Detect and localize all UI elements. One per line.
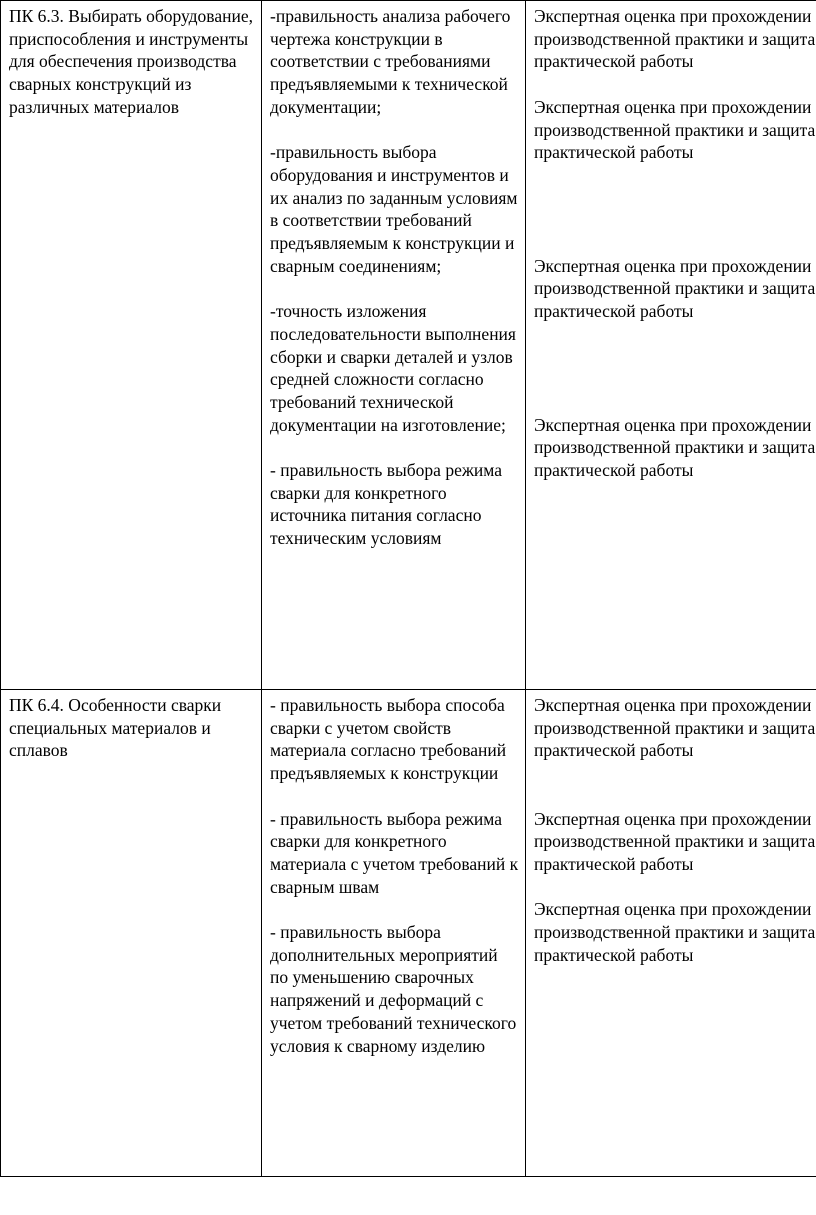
competency-text: ПК 6.4. Особенности сварки специальных материалов и сплавов [9, 695, 222, 761]
indicators-cell [262, 690, 526, 1177]
assessment-item: Экспертная оценка при прохождении производственной практики и защита практической работы [534, 414, 816, 481]
assessment-cell [526, 690, 816, 1177]
competency-cell [1, 690, 262, 1177]
assessment-item: Экспертная оценка при прохождении производственной практики и защита практической работы [534, 6, 816, 72]
indicator-item: - правильность выбора режима сварки для конкретного источника питания согласно техническим условиям [270, 460, 503, 549]
indicator-item: -правильность выбора оборудования и инструментов и их анализ по заданным условиям в соответствии требований предъявляемым к конструкции и сварным соединениям; [270, 142, 518, 276]
indicator-item: - правильность выбора режима сварки для конкретного материала с учетом требований к сварным швам [270, 808, 519, 897]
assessment-item: Экспертная оценка при прохождении производственной практики и защита практической работы [534, 695, 816, 761]
assessment-item: Экспертная оценка при прохождении производственной практики и защита практической работы [534, 808, 816, 874]
indicator-item: -точность изложения последовательности выполнения сборки и сварки деталей и узлов средней сложности согласно требований технической документации на изготовление; [270, 301, 516, 435]
indicators-cell [262, 1, 526, 690]
table-row [1, 690, 816, 1177]
table-row [1, 1, 816, 690]
assessment-item: Экспертная оценка при прохождении производственной практики и защита практической работы [534, 899, 816, 965]
assessment-cell [526, 1, 816, 690]
assessment-item: Экспертная оценка при прохождении производственной практики и защита практической работы [534, 96, 816, 163]
indicator-item: - правильность выбора способа сварки с учетом свойств материала согласно требований предъявляемых к конструкции [270, 695, 507, 784]
assessment-item: Экспертная оценка при прохождении производственной практики и защита практической работы [534, 255, 816, 322]
competency-cell [1, 1, 262, 690]
competency-text: ПК 6.3. Выбирать оборудование, приспособления и инструменты для обеспечения производства сварных конструкций из различных материалов [9, 6, 253, 117]
indicator-item: - правильность выбора дополнительных мероприятий по уменьшению сварочных напряжений и деформаций с учетом требований технического условия к сварному изделию [270, 922, 517, 1056]
indicator-item: -правильность анализа рабочего чертежа конструкции в соответствии с требованиями предъявляемыми к технической документации; [270, 6, 511, 117]
